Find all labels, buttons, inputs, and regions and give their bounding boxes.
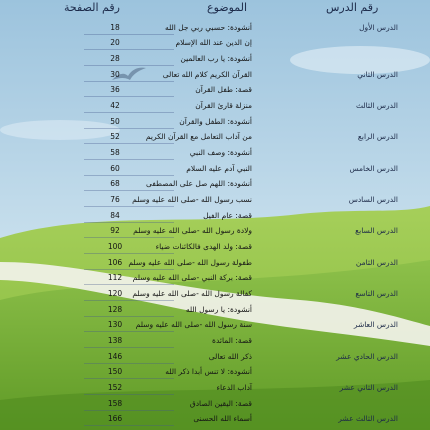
page-number: 20 xyxy=(110,38,120,48)
row-divider xyxy=(84,425,174,426)
lesson-label: الدرس الأول xyxy=(359,22,398,32)
topic-title: أنشودة: يا رب العالمين xyxy=(180,53,252,63)
topic-title: منزلة قارئ القرآن xyxy=(195,100,252,110)
topic-title: أنشودة: الطفل والقرآن xyxy=(179,116,252,126)
topic-title: قصة: اليقين الصادق xyxy=(189,398,252,408)
page-number: 60 xyxy=(110,163,120,173)
page-number: 146 xyxy=(107,351,123,361)
toc-row xyxy=(0,364,430,379)
topic-title: قصة: عام الفيل xyxy=(203,210,252,220)
toc-row xyxy=(0,349,430,364)
topic-title: ذكر الله تعالى xyxy=(208,351,252,361)
toc-row xyxy=(0,82,430,97)
toc-row xyxy=(0,208,430,223)
topic-title: القرآن الكريم كلام الله تعالى xyxy=(162,69,252,79)
page-number: 58 xyxy=(110,147,120,157)
toc-row xyxy=(0,98,430,113)
page-number: 150 xyxy=(107,367,123,377)
topic-title: أسماء الله الحسنى xyxy=(193,414,252,424)
page-number: 68 xyxy=(110,179,120,189)
toc-row xyxy=(0,411,430,426)
page-number: 166 xyxy=(107,414,123,424)
topic-title: أنشودة: لا تنس أبدا ذكر الله xyxy=(165,367,252,377)
topic-title: نسب رسول الله -صلى الله عليه وسلم xyxy=(132,194,252,204)
lesson-label: الدرس الثامن xyxy=(355,257,398,267)
page-number: 42 xyxy=(110,100,120,110)
topic-title: النبي آدم عليه السلام xyxy=(186,163,252,173)
page-number: 138 xyxy=(107,335,123,345)
lesson-label: الدرس الرابع xyxy=(357,132,398,142)
toc-row xyxy=(0,20,430,35)
header-lesson-number: رقم الدرس xyxy=(326,1,379,14)
page-number: 128 xyxy=(107,304,123,314)
topic-title: أنشودة: وصف النبي xyxy=(189,147,252,157)
lesson-label: الدرس الثاني عشر xyxy=(339,382,398,392)
lesson-label: الدرس الثاني xyxy=(357,69,398,79)
page-number: 84 xyxy=(110,210,120,220)
toc-row xyxy=(0,270,430,285)
page-number: 30 xyxy=(110,69,120,79)
topic-title: قصة: المائدة xyxy=(212,335,252,345)
toc-row xyxy=(0,145,430,160)
topic-title: ولادة رسول الله -صلى الله عليه وسلم xyxy=(133,226,252,236)
lesson-label: الدرس الخامس xyxy=(349,163,398,173)
page-number: 18 xyxy=(110,22,120,32)
toc-row xyxy=(0,161,430,176)
page-number: 52 xyxy=(110,132,120,142)
toc-row xyxy=(0,380,430,395)
page-number: 152 xyxy=(107,382,123,392)
page-number: 36 xyxy=(110,85,120,95)
topic-title: قصة: بركة النبي -صلى الله عليه وسلم xyxy=(132,273,252,283)
toc-row xyxy=(0,223,430,238)
lesson-label: الدرس السادس xyxy=(348,194,398,204)
lesson-label: الدرس الحادي عشر xyxy=(336,351,398,361)
topic-title: آداب الدعاء xyxy=(216,382,252,392)
topic-title: سنة رسول الله -صلى الله عليه وسلم xyxy=(135,320,252,330)
lesson-label: الدرس السابع xyxy=(355,226,398,236)
topic-title: أنشودة: اللهم صل على المصطفى xyxy=(145,179,252,189)
toc-row xyxy=(0,302,430,317)
toc-row xyxy=(0,51,430,66)
toc-row xyxy=(0,286,430,301)
topic-title: قصة: ولد الهدى فالكائنات ضياء xyxy=(155,241,252,251)
toc-row xyxy=(0,114,430,129)
header-page-number: رقم الصفحة xyxy=(64,1,120,14)
lesson-label: الدرس التاسع xyxy=(355,288,398,298)
toc-row xyxy=(0,255,430,270)
page-number: 112 xyxy=(107,273,123,283)
page-number: 100 xyxy=(107,241,123,251)
toc-row xyxy=(0,317,430,332)
topic-title: قصة: طفل القرآن xyxy=(195,85,252,95)
topic-title: من آداب التعامل مع القرآن الكريم xyxy=(145,132,252,142)
page-number: 106 xyxy=(107,257,123,267)
lesson-label: الدرس الثالث عشر xyxy=(338,414,398,424)
lesson-label: الدرس الثالث xyxy=(355,100,398,110)
page-number: 92 xyxy=(110,226,120,236)
page-number: 50 xyxy=(110,116,120,126)
header-topic: الموضوع xyxy=(207,1,248,14)
topic-title: أنشودة: يا رسول الله xyxy=(185,304,252,314)
page-number: 120 xyxy=(107,288,123,298)
page-number: 158 xyxy=(107,398,123,408)
page-number: 130 xyxy=(107,320,123,330)
page-number: 76 xyxy=(110,194,120,204)
toc-row xyxy=(0,176,430,191)
toc-row xyxy=(0,129,430,144)
lesson-label: الدرس العاشر xyxy=(353,320,398,330)
topic-title: إن الدين عند الله الإسلام xyxy=(175,38,252,48)
toc-row xyxy=(0,396,430,411)
topic-title: طفولة رسول الله -صلى الله عليه وسلم xyxy=(128,257,252,267)
toc-row xyxy=(0,192,430,207)
toc-row xyxy=(0,67,430,82)
toc-row xyxy=(0,333,430,348)
page-number: 28 xyxy=(110,53,120,63)
toc-row xyxy=(0,239,430,254)
topic-title: أنشودة: حسبي ربي جل الله xyxy=(164,22,252,32)
topic-title: كفالة رسول الله -صلى الله عليه وسلم xyxy=(132,288,252,298)
toc-row xyxy=(0,35,430,50)
